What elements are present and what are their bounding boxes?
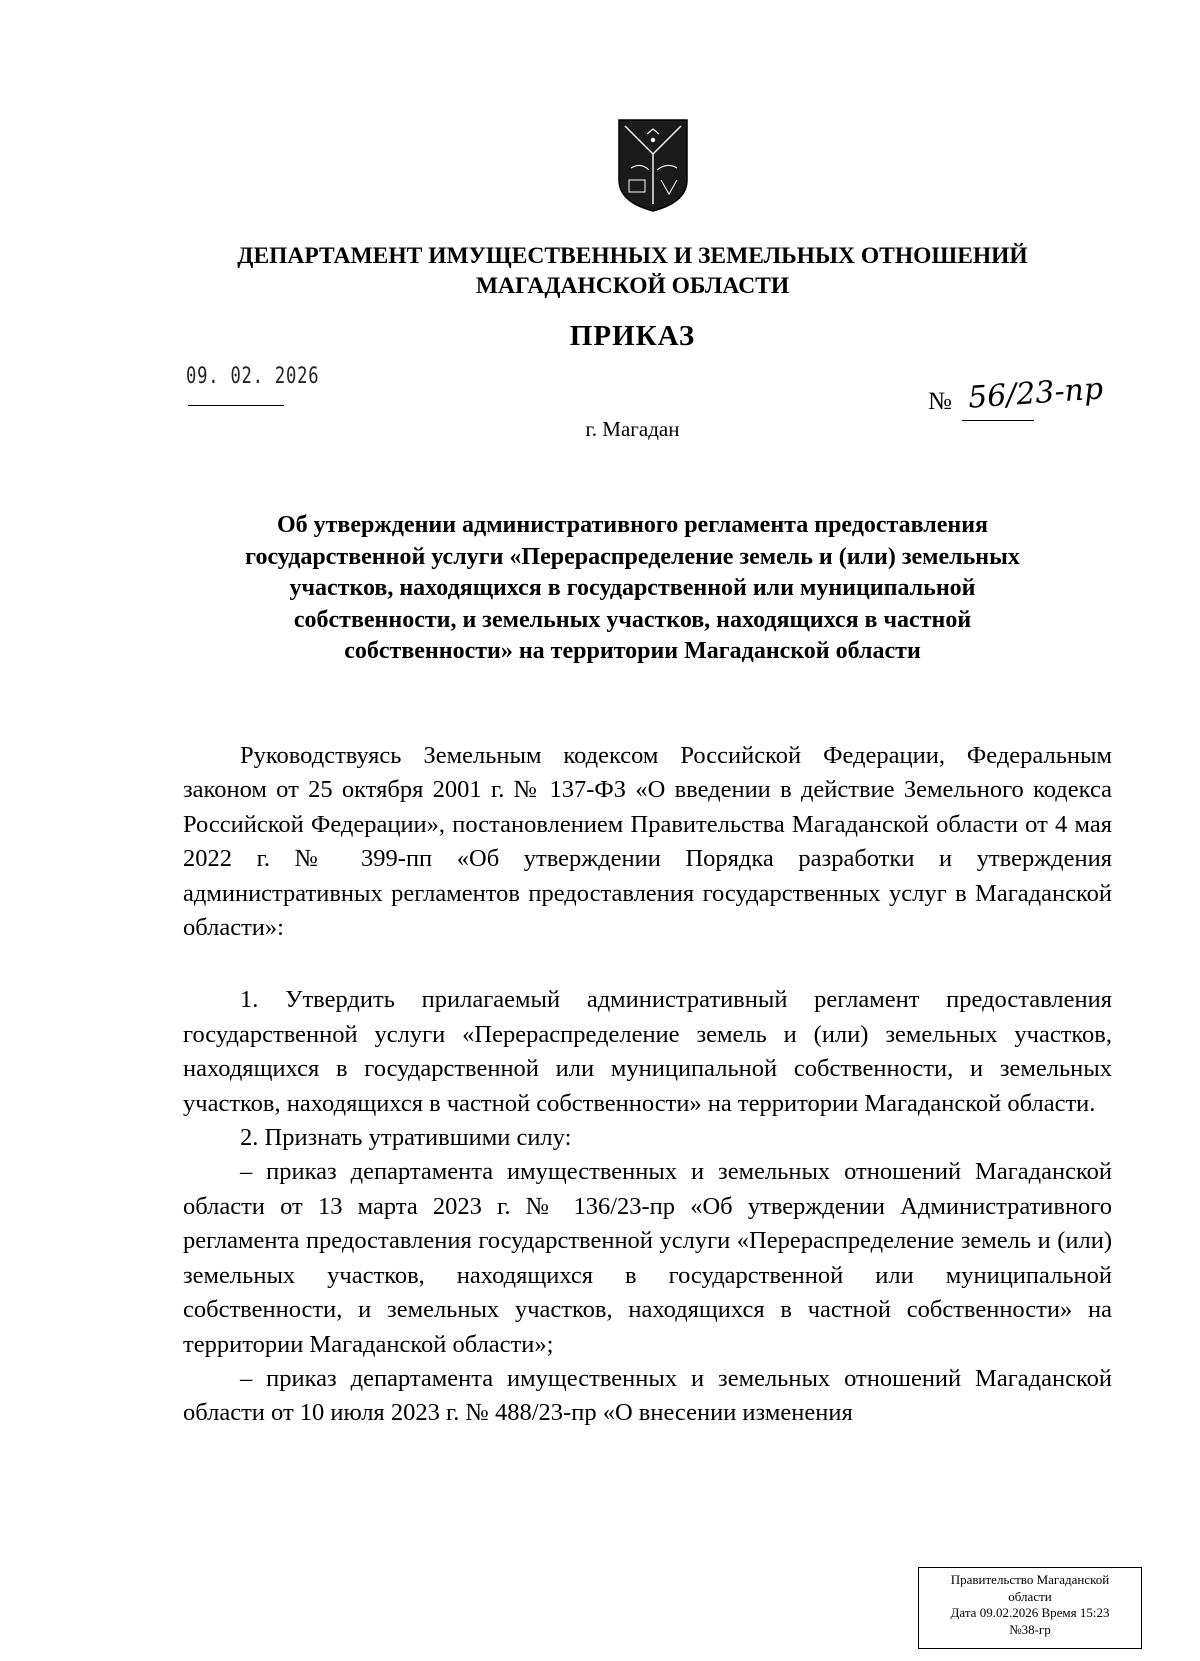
registration-stamp xyxy=(918,1567,1142,1649)
department-line-1: ДЕПАРТАМЕНТ ИМУЩЕСТВЕННЫХ И ЗЕМЕЛЬНЫХ ОТНОШЕНИЙ xyxy=(237,243,1028,269)
city: г. Магадан xyxy=(585,417,680,441)
registration-line-1: Правительство Магаданской xyxy=(950,1572,1110,1587)
title-line-2: государственной услуги «Перераспределение земель и (или) земельных xyxy=(245,543,1020,570)
number-sign: № xyxy=(928,388,952,415)
department-line-2: МАГАДАНСКОЙ ОБЛАСТИ xyxy=(475,273,790,299)
repealed-order-1: – приказ департамента имущественных и земельных отношений Магаданской области от 13 марта 2023 г. № 136/23-пр «Об утверждении Административного регламента предоставления государственной услуги «Перераспределение земель и (или) земельных участков, находящихся в государственной или муниципальной собственности, и земельных участков, находящихся в частной собственности» на территории Магаданской области»; xyxy=(183,1158,1112,1358)
item-1: 1. Утвердить прилагаемый административный регламент предоставления государственной услуги «Перераспределение земель и (или) земельных участков, находящихся в государственной или муниципальной собственности, и земельных участков, находящихся в частной собственности» на территории Магаданской области. xyxy=(183,986,1112,1117)
registration-line-3: Дата 09.02.2026 Время 15:23 xyxy=(950,1605,1110,1620)
order-heading: ПРИКАЗ xyxy=(569,320,696,352)
title-line-3: участков, находящихся в государственной или муниципальной xyxy=(289,575,976,601)
date-underline xyxy=(188,405,284,406)
document-title xyxy=(190,510,1075,668)
handwritten-number: 56/23-пр xyxy=(966,371,1105,416)
item-2: 2. Признать утратившими силу: xyxy=(240,1124,572,1152)
coat-of-arms-icon xyxy=(617,118,689,213)
repealed-order-2: – приказ департамента имущественных и земельных отношений Магаданской области от 10 июля 2023 г. № 488/23-пр «О внесении изменения xyxy=(183,1364,1112,1427)
title-line-4: собственности, и земельных участков, находящихся в частной xyxy=(293,606,972,633)
order-date: 09. 02. 2026 xyxy=(186,364,320,389)
document-body xyxy=(183,739,1112,1431)
department-name xyxy=(200,241,1065,301)
registration-line-4: №38-гр xyxy=(1009,1621,1051,1637)
preamble-paragraph: Руководствуясь Земельным кодексом Российской Федерации, Федеральным законом от 25 октября 2001 г. № 137-ФЗ «О введении в действие Земельного кодекса Российской Федерации», постановлением Правительства Магаданской области от 4 мая 2022 г. № 399-пп «Об утверждении Порядка разработки и утверждения административных регламентов предоставления государственных услуг в Магаданской области»: xyxy=(183,742,1112,942)
title-line-5: собственности» на территории Магаданской области xyxy=(344,638,921,664)
title-line-1: Об утверждении административного регламента предоставления xyxy=(276,512,989,538)
registration-line-2: области xyxy=(1008,1588,1052,1604)
